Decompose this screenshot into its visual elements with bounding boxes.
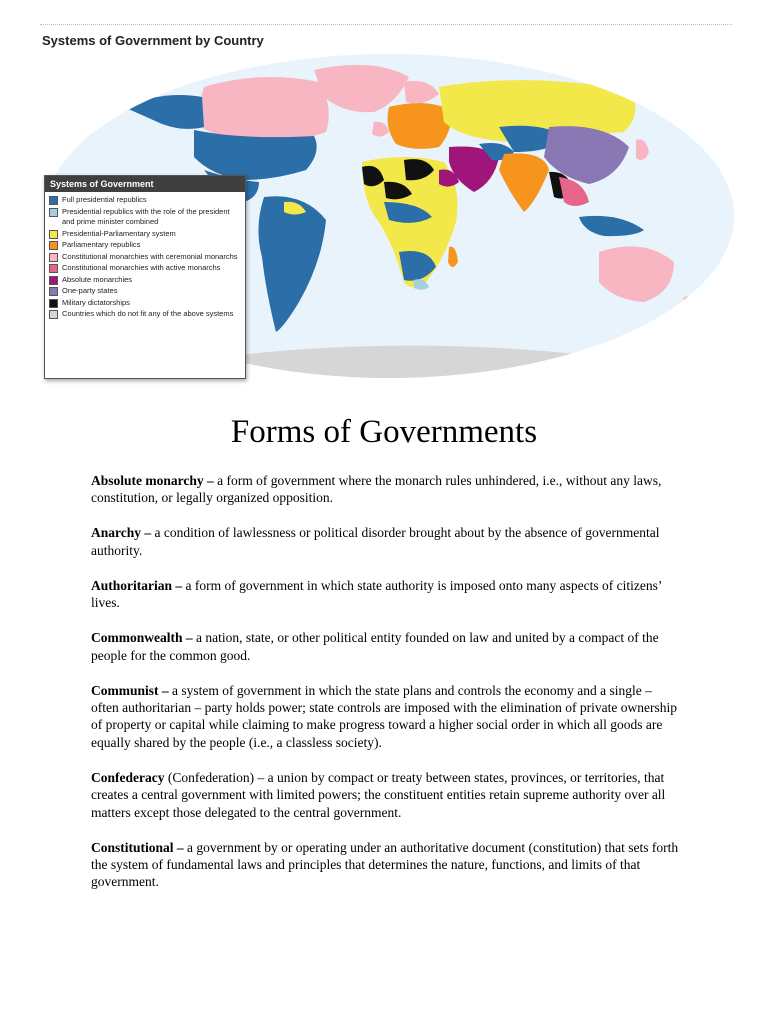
definition-text: a condition of lawlessness or political disorder brought about by the absence of governmental authority. <box>91 525 660 558</box>
definition-paragraph <box>91 629 681 664</box>
definition-term: Communist – <box>91 682 169 698</box>
definition-paragraph <box>91 769 681 821</box>
legend-label: Presidential republics with the role of the president and prime minister combined <box>62 206 230 226</box>
legend-swatch <box>49 276 58 285</box>
definition-text: (Confederation) – a union by compact or treaty between states, provinces, or territories, that creates a central government with limited powers; the constituent entities retain supreme authority over all matters except those delegated to the central government. <box>91 769 666 820</box>
legend-list <box>45 192 245 320</box>
legend-swatch <box>49 287 58 296</box>
legend-item <box>49 252 241 263</box>
legend-item <box>49 298 241 309</box>
legend-swatch <box>49 241 58 250</box>
legend-item <box>49 195 241 206</box>
legend-item <box>49 286 241 297</box>
legend-title: Systems of Government <box>45 176 245 192</box>
definition-term: Absolute monarchy – <box>91 473 214 488</box>
legend-swatch <box>49 230 58 239</box>
definition-term: Authoritarian – <box>91 577 183 593</box>
definition-text: a form of government where the monarch rules unhindered, i.e., without any laws, constitution, or legally organized opposition. <box>91 473 662 506</box>
legend-item <box>49 229 241 240</box>
legend-swatch <box>49 299 58 308</box>
top-divider <box>40 24 732 25</box>
definition-paragraph <box>91 577 681 612</box>
definition-paragraph <box>91 472 681 507</box>
definition-paragraph <box>91 682 681 752</box>
definition-term: Commonwealth – <box>91 630 193 646</box>
legend-item <box>49 275 241 286</box>
page-title: Forms of Governments <box>230 414 538 450</box>
legend-item <box>49 263 241 274</box>
legend-swatch <box>49 253 58 262</box>
legend-swatch <box>49 310 58 319</box>
definition-term: Confederacy <box>91 769 165 785</box>
definition-term: Anarchy – <box>91 525 152 541</box>
legend-label: Full presidential republics <box>62 195 147 204</box>
definition-term: Constitutional – <box>91 839 184 855</box>
definitions-list <box>91 472 681 908</box>
map-legend <box>44 175 246 379</box>
definition-text: a nation, state, or other political entity founded on law and united by a compact of the people for the common good. <box>91 630 659 663</box>
definition-text: a form of government in which state authority is imposed onto many aspects of citizens’ lives. <box>91 577 662 611</box>
legend-item <box>49 309 241 320</box>
legend-item <box>49 240 241 251</box>
legend-swatch <box>49 264 58 273</box>
legend-label: Countries which do not fit any of the above systems <box>62 309 234 318</box>
definition-text: a system of government in which the state plans and controls the economy and a single – often authoritarian – party holds power; state controls are imposed with the elimination of private ownership of property or capital while claiming to make progress toward a higher social order in which all goods are equally shared by the people (i.e., a classless society). <box>91 682 677 750</box>
legend-swatch <box>49 196 58 205</box>
legend-item <box>49 207 241 228</box>
legend-label: Constitutional monarchies with ceremonial monarchs <box>62 251 238 261</box>
legend-label: Parliamentary republics <box>62 240 141 249</box>
definition-paragraph <box>91 839 681 891</box>
definition-paragraph <box>91 524 681 559</box>
legend-swatch <box>49 208 58 217</box>
legend-label: Military dictatorships <box>62 297 130 307</box>
legend-label: Presidential-Parliamentary system <box>62 228 176 238</box>
legend-label: Constitutional monarchies with active monarchs <box>62 263 221 272</box>
canada <box>194 77 329 140</box>
legend-label: Absolute monarchies <box>62 274 133 284</box>
map-title: Systems of Government by Country <box>42 33 264 48</box>
legend-label: One-party states <box>62 286 118 295</box>
definition-text: a government by or operating under an authoritative document (constitution) that sets forth the system of fundamental laws and principles that determines the nature, functions, and limits of that government. <box>91 839 679 890</box>
new-zealand <box>682 296 694 310</box>
